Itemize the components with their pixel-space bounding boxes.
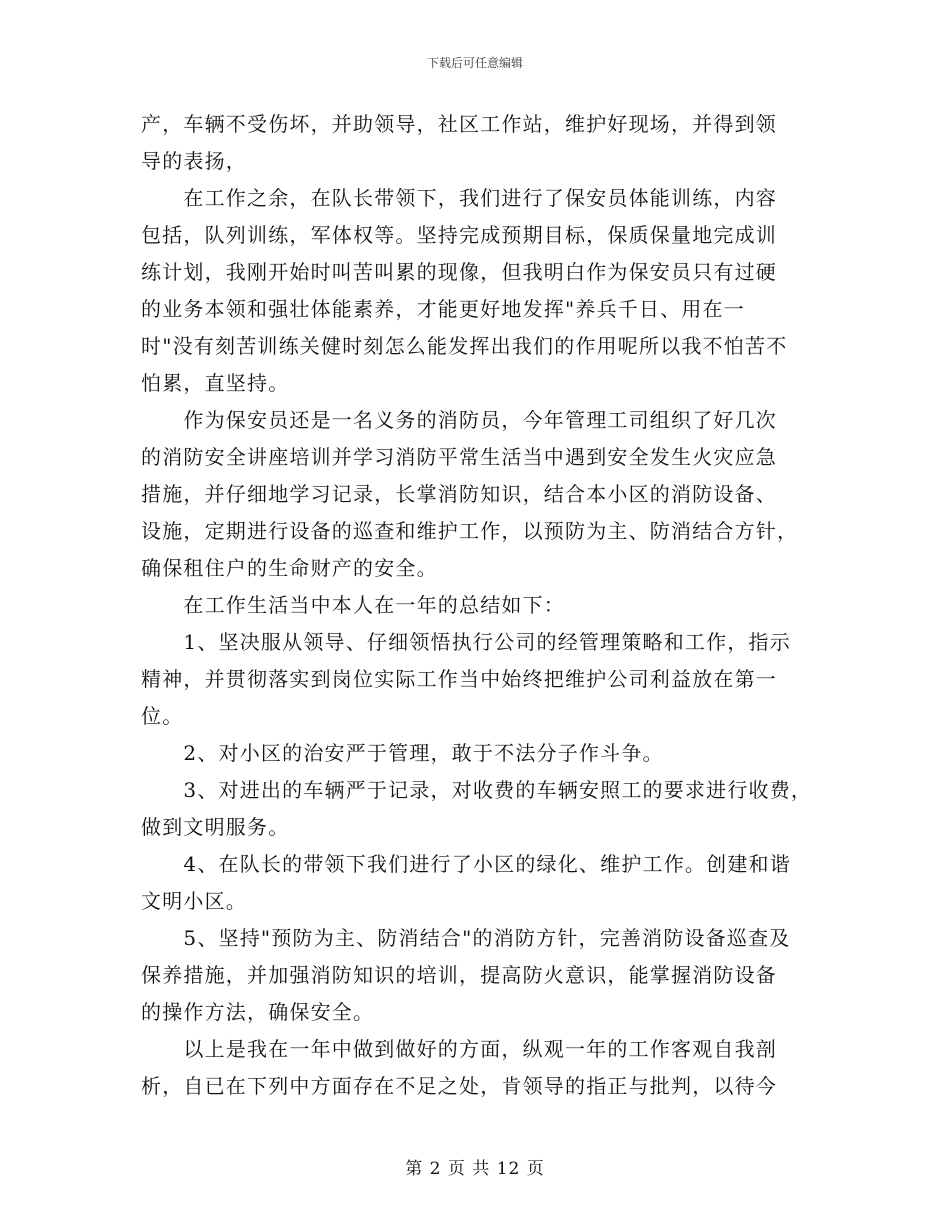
text-line: 时"没有刻苦训练关健时刻怎么能发挥出我们的作用呢所以我不怕苦不 (141, 334, 788, 358)
text-line: 作为保安员还是一名义务的消防员，今年管理工司组织了好几次 (141, 408, 777, 432)
text-line: 怕累，直坚持。 (141, 371, 290, 395)
page-footer: 第 2 页 共 12 页 (405, 1159, 545, 1179)
text-line: 措施，并仔细地学习记录，长掌消防知识，结合本小区的消防设备、 (141, 482, 777, 506)
text-line: 保养措施，并加强消防知识的培训，提高防火意识，能掌握消防设备 (141, 963, 777, 987)
text-line: 在工作生活当中本人在一年的总结如下： (141, 593, 565, 617)
text-line: 做到文明服务。 (141, 815, 290, 839)
text-line: 导的表扬， (141, 149, 247, 173)
text-line: 3、对进出的车辆严于记录，对收费的车辆安照工的要求进行收费， (141, 778, 813, 802)
text-line: 以上是我在一年中做到做好的方面，纵观一年的工作客观自我剖 (141, 1037, 777, 1061)
text-line: 设施，定期进行设备的巡查和维护工作，以预防为主、防消结合方针， (141, 519, 799, 543)
text-line: 确保租住户的生命财产的安全。 (141, 556, 438, 580)
text-line: 练计划，我刚开始时叫苦叫累的现像，但我明白作为保安员只有过硬 (141, 260, 777, 284)
text-line: 的业务本领和强壮体能素养，才能更好地发挥"养兵千日、用在一 (141, 297, 745, 321)
text-line: 5、坚持"预防为主、防消结合"的消防方针，完善消防设备巡查及 (141, 926, 791, 950)
body-text (141, 106, 813, 1105)
text-line: 包括，队列训练，军体权等。坚持完成预期目标，保质保量地完成训 (141, 223, 777, 247)
text-line: 4、在队长的带领下我们进行了小区的绿化、维护工作。创建和谐 (141, 852, 791, 876)
text-line: 的消防安全讲座培训并学习消防平常生活当中遇到安全发生火灾应急 (141, 445, 777, 469)
text-line: 的操作方法，确保安全。 (141, 1000, 375, 1024)
text-line: 精神，并贯彻落实到岗位实际工作当中始终把维护公司利益放在第一 (141, 667, 777, 691)
text-line: 1、坚决服从领导、仔细领悟执行公司的经管理策略和工作，指示 (141, 630, 791, 654)
text-line: 文明小区。 (141, 889, 247, 913)
text-line: 位。 (141, 704, 184, 728)
text-line: 析，自已在下列中方面存在不足之处，肯领导的指正与批判，以待今 (141, 1074, 777, 1098)
text-line: 在工作之余，在队长带领下，我们进行了保安员体能训练，内容 (141, 186, 777, 210)
text-line: 产，车辆不受伤坏，并助领导，社区工作站，维护好现场，并得到领 (141, 112, 777, 136)
page-header: 下载后可任意编辑 (426, 56, 523, 70)
text-line: 2、对小区的治安严于管理，敢于不法分子作斗争。 (141, 741, 664, 765)
